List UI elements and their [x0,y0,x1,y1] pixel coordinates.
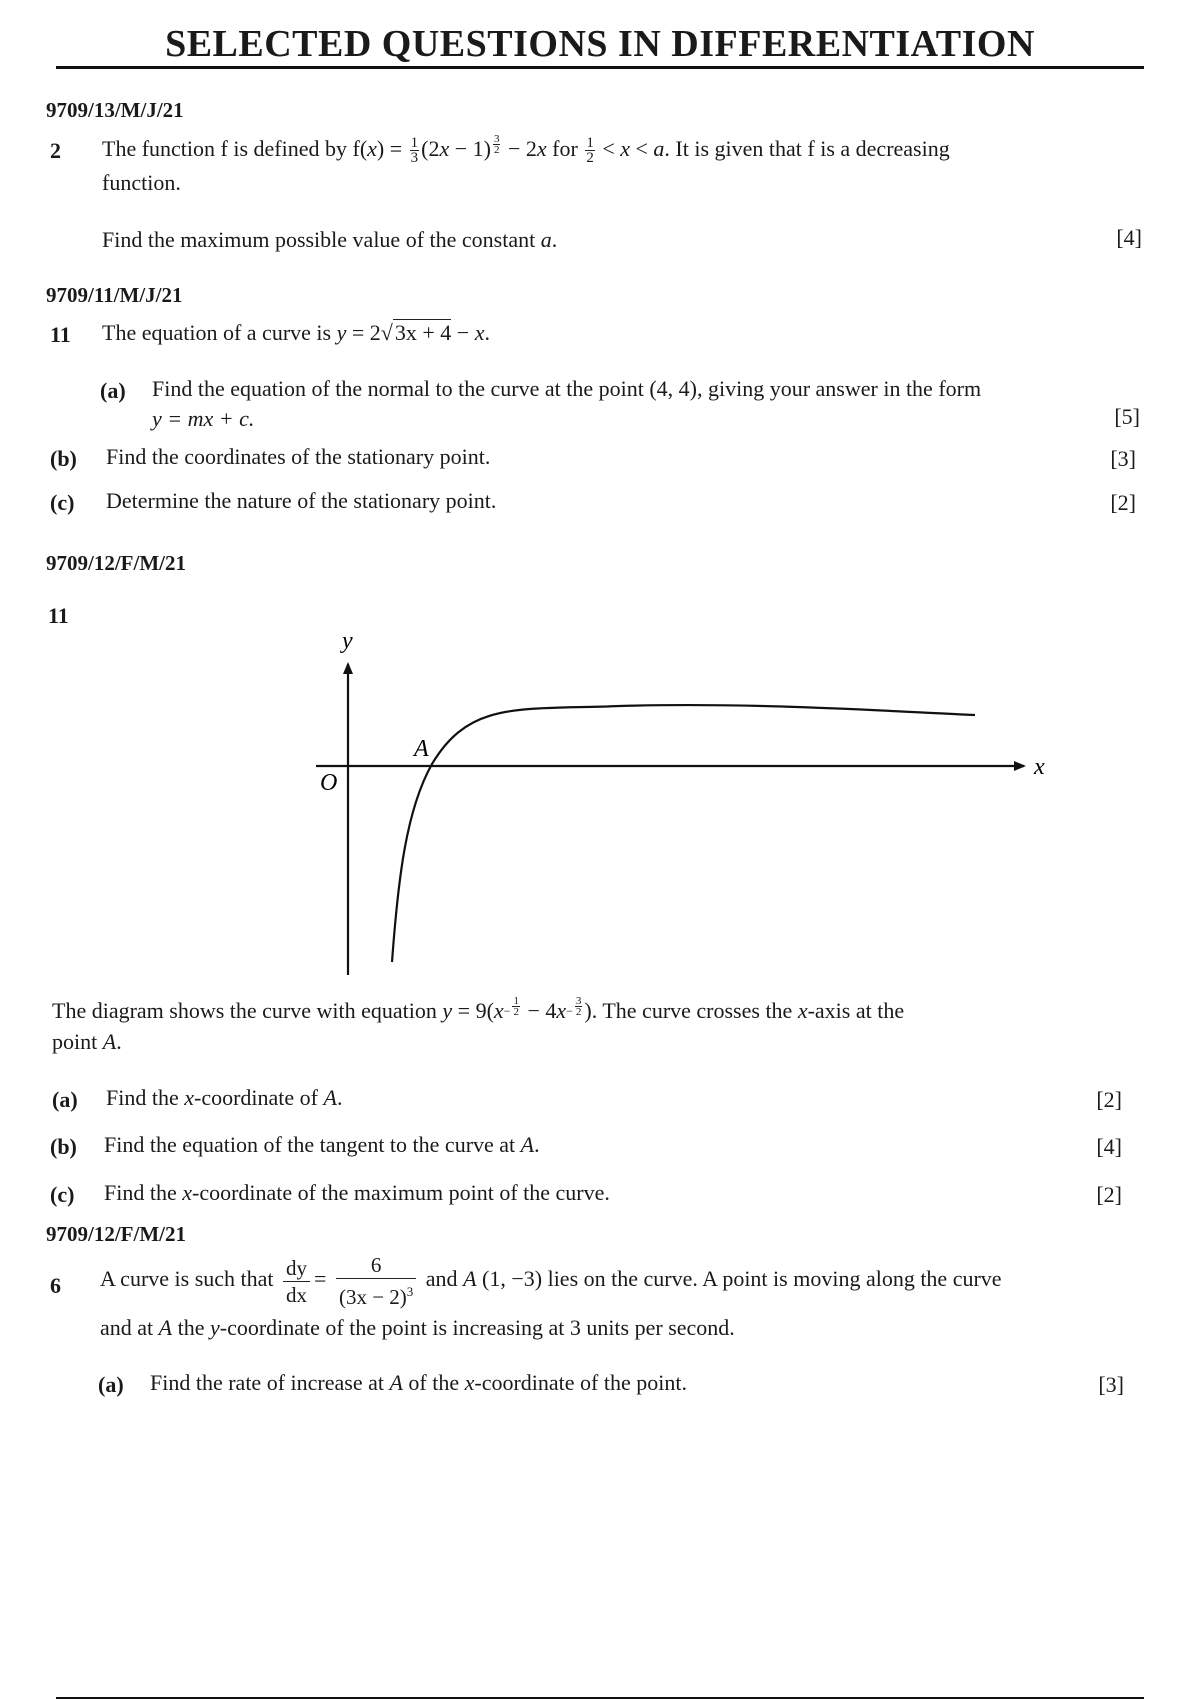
question-stem: The function f is defined by f(x) = $\frac{1}{3}$ (2x − 1) $\frac{3}{2}$ − 2x for $\frac{1}{2}$ < x < a. It is given that f is a decreasing [102,133,950,167]
part-text-continued: y = mx + c. [152,406,255,431]
paper-code: 9709/11/M/J/21 [46,283,183,307]
part-text: Find the equation of the normal to the curve at the point (4, 4), giving your answer in the form [152,376,982,401]
question-number: 2 [50,138,61,163]
page-title: SELECTED QUESTIONS IN DIFFERENTIATION [56,22,1144,69]
part-text: Find the coordinates of the stationary point. [106,444,491,469]
y-axis-label: y [342,628,353,654]
part-label: (c) [50,1182,75,1207]
part-label: (b) [50,1134,77,1159]
part-label: (a) [98,1372,124,1397]
question-number: 6 [50,1273,61,1298]
part-text: Determine the nature of the stationary point. [106,488,497,513]
question-number: 11 [50,322,71,347]
rhs-fraction: $\frac{6}{(3x - 2)^3}$ [336,1252,416,1310]
question-task: Find the maximum possible value of the constant a. [102,227,558,252]
part-text: Find the rate of increase at A of the x-coordinate of the point. [150,1370,687,1395]
part-label: (c) [50,490,75,515]
fraction: $\frac{1}{3}$ [410,135,419,167]
paper-code: 9709/13/M/J/21 [46,98,184,122]
question-stem-continued: function. [102,170,181,195]
marks: [4] [1096,1134,1122,1159]
part-label: (b) [50,446,77,471]
marks: [4] [1116,225,1142,250]
exponent-fraction: $\frac{3}{2}$ [493,133,500,156]
part-text: Find the x-coordinate of A. [106,1085,343,1110]
marks: [2] [1110,490,1136,515]
marks: [3] [1110,446,1136,471]
origin-label: O [320,770,338,796]
part-label: (a) [52,1087,78,1112]
x-axis-label: x [1034,754,1045,780]
derivative-fraction: $\frac{dy}{dx}$ [283,1255,310,1308]
part-label: (a) [100,378,126,403]
question-stem-continued: and at A the y-coordinate of the point is increasing at 3 units per second. [100,1315,735,1340]
fraction: $\frac{1}{2}$ [586,135,594,167]
question-stem: The equation of a curve is y = 2√3x + 4 − x. [102,320,490,345]
question-stem-continued: point A. [52,1029,122,1054]
paper-code: 9709/12/F/M/21 [46,1222,186,1246]
part-text: Find the x-coordinate of the maximum point of the curve. [104,1180,610,1205]
curve [392,705,975,962]
footer-divider [56,1697,1144,1699]
marks: [5] [1114,404,1140,429]
marks: [2] [1096,1087,1122,1112]
paper-code: 9709/12/F/M/21 [46,551,186,575]
marks: [2] [1096,1182,1122,1207]
point-a-label: A [414,736,429,762]
question-stem: The diagram shows the curve with equation $y = 9(x^{- \frac{1}{2}}$ − $4x^{- \frac{3}{2}}$ ). The curve crosses the x-axis at the [52,995,905,1023]
question-stem: A curve is such that $\frac{dy}{dx}$ = $\frac{6}{(3x - 2)^3}$ and A (1, −3) lies on the curve. A point is moving along the curve [100,1253,1002,1309]
marks: [3] [1098,1372,1124,1397]
question-number: 11 [48,603,69,628]
part-text: Find the equation of the tangent to the curve at A. [104,1132,540,1157]
